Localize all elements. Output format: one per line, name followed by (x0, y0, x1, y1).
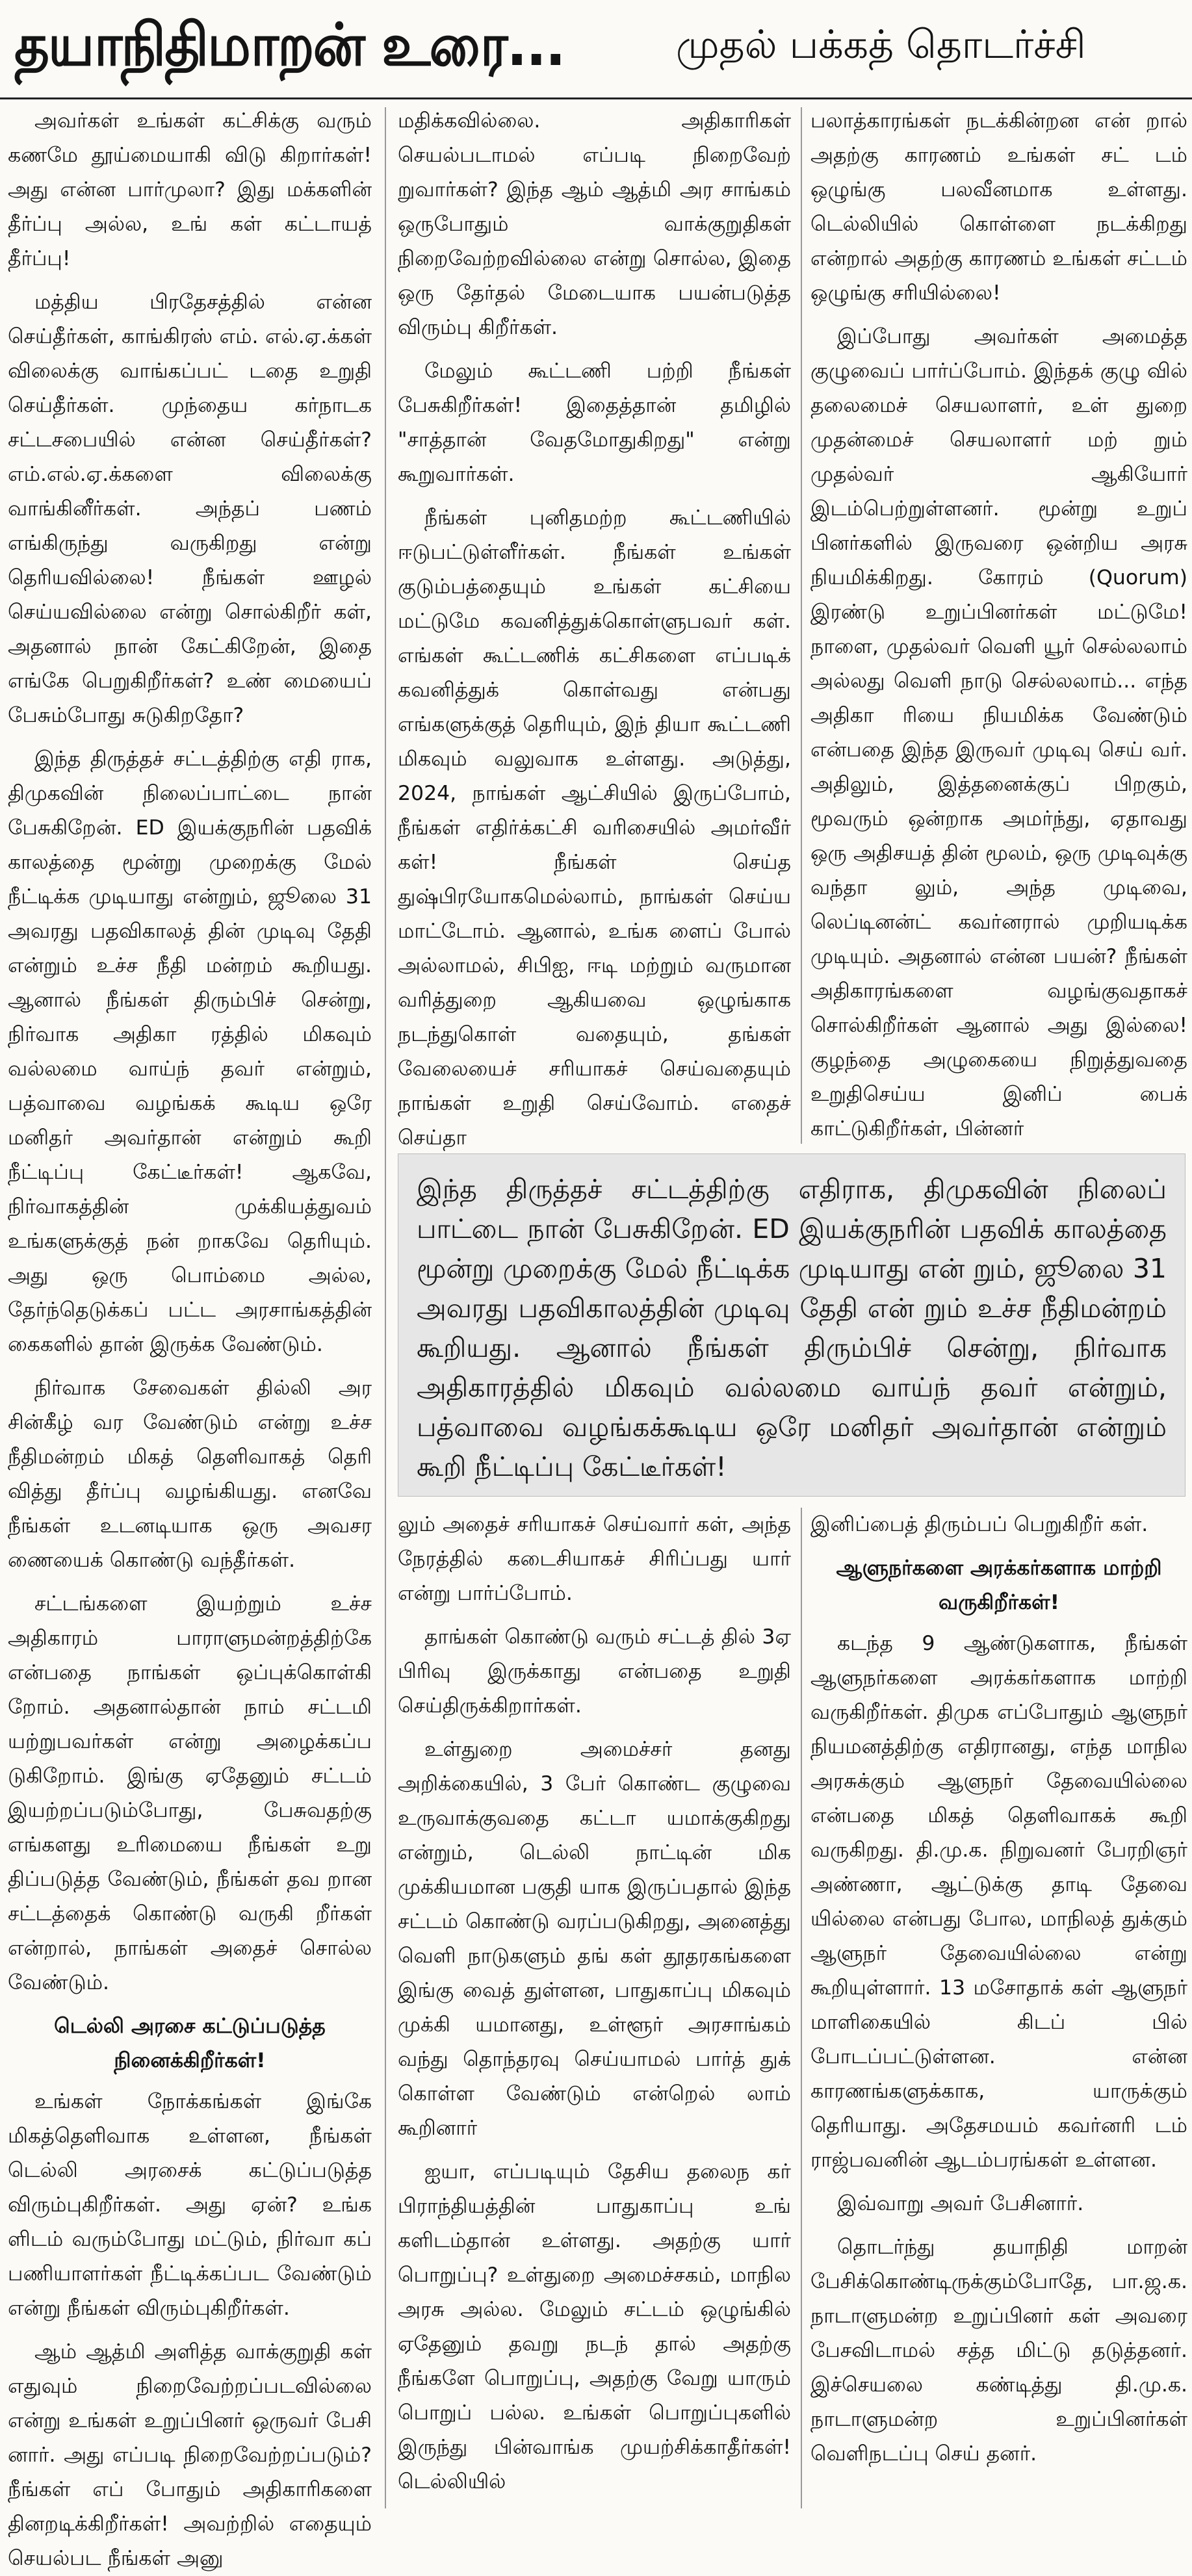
article-column-2 (398, 104, 791, 1150)
page-header (0, 0, 1192, 99)
paragraph: தொடர்ந்து தயாநிதி மாறன் பேசிக்கொண்டிருக்கும்போதே, பா.ஜ.க. நாடாளுமன்ற உறுப்பினர் கள் அவரை பேசவிடாமல் சத்த மிட்டு தடுத்தனர். இச்செயலை கண்டித்து தி.மு.க. நாடாளுமன்ற உறுப்பினர்கள் வெளிநடப்பு செய் தனர். (810, 2235, 1187, 2466)
article-column-3 (810, 104, 1187, 1147)
pull-quote-text: இந்த திருத்தச் சட்டத்திற்கு எதிராக, திமுகவின் நிலைப் பாட்டை நான் பேசுகிறேன். ED இயக்குநரின் பதவிக் காலத்தை மூன்று முறைக்கு மேல் நீட்டிக்க முடியாது என் றும், ஜூலை 31 அவரது பதவிகாலத்தின் முடிவு தேதி என் றும் உச்ச நீதிமன்றம் கூறியது. ஆனால் நீங்கள் திரும்பிச் சென்று, நிர்வாக அதிகாரத்தில் மிகவும் வல்லமை வாய்ந் தவர் என்றும், பத்வாவை வழங்கக்கூடிய ஒரே மனிதர் அவர்தான் என்றும் கூறி நீட்டிப்பு கேட்டீர்கள்! (417, 1174, 1167, 1482)
paragraph: உங்கள் நோக்கங்கள் இங்கே மிகத்தெளிவாக உள்ளன, நீங்கள் டெல்லி அரசைக் கட்டுப்படுத்த விரும்புகிறீர்கள். அது ஏன்? உங்க ளிடம் வரும்போது மட்டும், நிர்வா கப் பணியாளர்கள் நீட்டிக்கப்பட வேண்டும் என்று நீங்கள் விரும்புகிறீர்கள். (8, 2090, 372, 2320)
article-column-1 (8, 104, 372, 2570)
paragraph: இந்த திருத்தச் சட்டத்திற்கு எதி ராக, திமுகவின் நிலைப்பாட்டை நான் பேசுகிறேன். ED இயக்குநரின் பதவிக் காலத்தை மூன்று முறைக்கு மேல் நீட்டிக்க முடியாது என்றும், ஜூலை 31 அவரது பதவிகாலத் தின் முடிவு தேதி என்றும் உச்ச நீதி மன்றம் கூறியது. ஆனால் நீங்கள் திரும்பிச் சென்று, நிர்வாக அதிகா ரத்தில் மிகவும் வல்லமை வாய்ந் தவர் என்றும், பத்வாவை வழங்கக் கூடிய ஒரே மனிதர் அவர்தான் என்றும் கூறி நீட்டிப்பு கேட்டீர்கள்! ஆகவே, நிர்வாகத்தின் முக்கியத்துவம் உங்களுக்குத் நன் றாகவே தெரியும். அது ஒரு பொம்மை அல்ல, தேர்ந்தெடுக்கப் பட்ட அரசாங்கத்தின் கைகளில் தான் இருக்க வேண்டும். (8, 747, 372, 1356)
column-divider (385, 107, 386, 2508)
paragraph: இப்போது அவர்கள் அமைத்த குழுவைப் பார்ப்போம். இந்தக் குழு வில் தலைமைச் செயலாளர், உள் துறை முதன்மைச் செயலாளர் மற் றும் முதல்வர் ஆகியோர் இடம்பெற்றுள்ளனர். மூன்று உறுப் பினர்களில் இருவரை ஒன்றிய அரசு நியமிக்கிறது. கோரம் (Quorum) இரண்டு உறுப்பினர்கள் மட்டுமே! நாளை, முதல்வர் வெளி யூர் செல்லலாம் அல்லது வெளி நாடு செல்லலாம்... எந்த அதிகா ரியை நியமிக்க வேண்டும் என்பதை இந்த இருவர் முடிவு செய் வர். அதிலும், இத்தனைக்குப் பிறகும், மூவரும் ஒன்றாக அமர்ந்து, ஏதாவது ஒரு அதிசயத் தின் மூலம், ஒரு முடிவுக்கு வந்தா லும், அந்த முடிவை, லெப்டினன்ட் கவர்னரால் முறியடிக்க முடியும். அதனால் என்ன பயன்? நீங்கள் அதிகாரங்களை வழங்குவதாகச் சொல்கிறீர்கள் ஆனால் அது இல்லை! குழந்தை அழுகையை நிறுத்துவதை உறுதிசெய்ய இனிப் பைக் காட்டுகிறீர்கள், பின்னர் (810, 325, 1187, 1140)
paragraph: லும் அதைச் சரியாகச் செய்வார் கள், அந்த நேரத்தில் கடைசியாகச் சிரிப்பது யார் என்று பார்ப்போம். (398, 1513, 791, 1605)
article-column-2-lower (398, 1508, 791, 2508)
paragraph: உள்துறை அமைச்சர் தனது அறிக்கையில், 3 பேர் கொண்ட குழுவை உருவாக்குவதை கட்டா யமாக்குகிறது என்றும், டெல்லி நாட்டின் மிக முக்கியமான பகுதி யாக இருப்பதால் இந்த சட்டம் கொண்டு வரப்படுகிறது, அனைத்து வெளி நாடுகளும் தங் கள் தூதரகங்களை இங்கு வைத் துள்ளன, பாதுகாப்பு மிகவும் முக்கி யமானது, உள்ளூர் அரசாங்கம் வந்து தொந்தரவு செய்யாமல் பார்த் துக் கொள்ள வேண்டும் என்றெல் லாம் கூறினார் (398, 1738, 791, 2140)
paragraph: கடந்த 9 ஆண்டுகளாக, நீங்கள் ஆளுநர்களை அரக்கர்களாக மாற்றி வருகிறீர்கள். திமுக எப்போதும் ஆளுநர் நியமனத்திற்கு எதிரானது, எந்த மாநில அரசுக்கும் ஆளுநர் தேவையில்லை என்பதை மிகத் தெளிவாகக் கூறி வருகிறது. தி.மு.க. நிறுவனர் பேரறிஞர் அண்ணா, ஆட்டுக்கு தாடி தேவை யில்லை என்பது போல, மாநிலத் துக்கும் ஆளுநர் தேவையில்லை என்று கூறியுள்ளார். 13 மசோதாக் கள் ஆளுநர் மாளிகையில் கிடப் பில் போடப்பட்டுள்ளன. என்ன காரணங்களுக்காக, யாருக்கும் தெரியாது. அதேசமயம் கவர்னரி டம் ராஜ்பவனின் ஆடம்பரங்கள் உள்ளன. (810, 1632, 1187, 2172)
paragraph: இனிப்பைத் திரும்பப் பெறுகிறீர் கள். (810, 1513, 1148, 1536)
paragraph: ஆம் ஆத்மி அளித்த வாக்குறுதி கள் எதுவும் நிறைவேற்றப்படவில்லை என்று உங்கள் உறுப்பினர் ஒருவர் பேசி னார். அது எப்படி நிறைவேற்றப்படும்? நீங்கள் எப் போதும் அதிகாரிகளை தினறடிக்கிறீர்கள்! அவற்றில் எதையும் செயல்பட நீங்கள் அனு (8, 2340, 372, 2570)
paragraph: இவ்வாறு அவர் பேசினார். (836, 2192, 1084, 2215)
pull-quote (398, 1153, 1186, 1497)
paragraph: மேலும் கூட்டணி பற்றி நீங்கள் பேசுகிறீர்கள்! இதைத்தான் தமிழில் "சாத்தான் வேதமோதுகிறது" என்று கூறுவார்கள். (398, 359, 791, 486)
paragraph: மதிக்கவில்லை. அதிகாரிகள் செயல்படாமல் எப்படி நிறைவேற் றுவார்கள்? இந்த ஆம் ஆத்மி அர சாங்கம் ஒருபோதும் வாக்குறுதிகள் நிறைவேற்றவில்லை என்று சொல்ல, இதை ஒரு தேர்தல் மேடையாக பயன்படுத்த விரும்பு கிறீர்கள். (398, 109, 791, 339)
section-heading: டெல்லி அரசை கட்டுப்படுத்த நினைக்கிறீர்கள்! (54, 2015, 326, 2072)
paragraph: பலாத்காரங்கள் நடக்கின்றன என் றால் அதற்கு காரணம் உங்கள் சட் டம் ஒழுங்கு பலவீனமாக உள்ளது. டெல்லியில் கொள்ளை நடக்கிறது என்றால் அதற்கு காரணம் உங்கள் சட்டம் ஒழுங்கு சரியில்லை! (810, 109, 1187, 305)
section-heading: ஆளுநர்களை அரக்கர்களாக மாற்றி வருகிறீர்கள்! (836, 1556, 1162, 1614)
paragraph: நிர்வாக சேவைகள் தில்லி அர சின்கீழ் வர வேண்டும் என்று உச்ச நீதிமன்றம் மிகத் தெளிவாகத் தெரி வித்து தீர்ப்பு வழங்கியது. எனவே நீங்கள் உடனடியாக ஒரு அவசர ணையைக் கொண்டு வந்தீர்கள். (8, 1376, 372, 1572)
paragraph: தாங்கள் கொண்டு வரும் சட்டத் தில் 3ஏ பிரிவு இருக்காது என்பதை உறுதி செய்திருக்கிறார்கள். (398, 1625, 791, 1718)
subhead: முதல் பக்கத் தொடர்ச்சி (676, 22, 1086, 68)
paragraph: நீங்கள் புனிதமற்ற கூட்டணியில் ஈடுபட்டுள்ளீர்கள். நீங்கள் உங்கள் குடும்பத்தையும் உங்கள் கட்சியை மட்டுமே கவனித்துக்கொள்ளுபவர் கள். எங்கள் கூட்டணிக் கட்சிகளை எப்படிக் கவனித்துக் கொள்வது என்பது எங்களுக்குத் தெரியும், இந் தியா கூட்டணி மிகவும் வலுவாக உள்ளது. அடுத்து, 2024, நாங்கள் ஆட்சியில் இருப்போம், நீங்கள் எதிர்க்கட்சி வரிசையில் அமர்வீர் கள்! நீங்கள் செய்த துஷ்பிரயோகமெல்லாம், நாங்கள் செய்ய மாட்டோம். ஆனால், உங்க ளைப் போல் அல்லாமல், சிபிஐ, ஈடி மற்றும் வருமான வரித்துறை ஆகியவை ஒழுங்காக நடந்துகொள் வதையும், தங்கள் வேலையைச் சரியாகச் செய்வதையும் நாங்கள் உறுதி செய்வோம். எதைச் செய்தா (398, 506, 791, 1150)
headline: தயாநிதிமாறன் உரை... (14, 10, 565, 79)
paragraph: சட்டங்களை இயற்றும் உச்ச அதிகாரம் பாராளுமன்றத்திற்கே என்பதை நாங்கள் ஒப்புக்கொள்கி றோம். அதனால்தான் நாம் சட்டமி யற்றுபவர்கள் என்று அழைக்கப்ப டுகிறோம். இங்கு ஏதேனும் சட்டம் இயற்றப்படும்போது, பேசுவதற்கு எங்களது உரிமையை நீங்கள் உறு திப்படுத்த வேண்டும், நீங்கள் தவ றான சட்டத்தைக் கொண்டு வருகி றீர்கள் என்றால், நாங்கள் அதைச் சொல்ல வேண்டும். (8, 1592, 372, 1994)
paragraph: ஐயா, எப்படியும் தேசிய தலைந கர் பிராந்தியத்தின் பாதுகாப்பு உங் களிடம்தான் உள்ளது. அதற்கு யார் பொறுப்பு? உள்துறை அமைச்சகம், மாநில அரசு அல்ல. மேலும் சட்டம் ஒழுங்கில் ஏதேனும் தவறு நடந் தால் அதற்கு நீங்களே பொறுப்பு, அதற்கு வேறு யாரும் பொறுப் பல்ல. உங்கள் பொறுப்புகளில் இருந்து பின்வாங்க முயற்சிக்காதீர்கள்! டெல்லியில் (398, 2160, 791, 2493)
paragraph: மத்திய பிரதேசத்தில் என்ன செய்தீர்கள், காங்கிரஸ் எம். எல்.ஏ.க்கள் விலைக்கு வாங்கப்பட் டதை உறுதி செய்தீர்கள். முந்தைய கர்நாடக சட்டசபையில் என்ன செய்தீர்கள்? எம்.எல்.ஏ.க்களை விலைக்கு வாங்கினீர்கள். அந்தப் பணம் எங்கிருந்து வருகிறது என்று தெரியவில்லை! நீங்கள் ஊழல் செய்யவில்லை என்று சொல்கிறீர் கள், அதனால் நான் கேட்கிறேன், இதை எங்கே பெறுகிறீர்கள்? உண் மையைப் பேசும்போது சுடுகிறதோ? (8, 290, 372, 727)
column-divider (801, 1508, 802, 2508)
article-column-3-lower (810, 1508, 1187, 2508)
column-divider (801, 107, 802, 1144)
paragraph: அவர்கள் உங்கள் கட்சிக்கு வரும் கணமே தூய்மையாகி விடு கிறார்கள்! அது என்ன பார்முலா? இது மக்களின் தீர்ப்பு அல்ல, உங் கள் கட்டாயத் தீர்ப்பு! (8, 109, 372, 270)
